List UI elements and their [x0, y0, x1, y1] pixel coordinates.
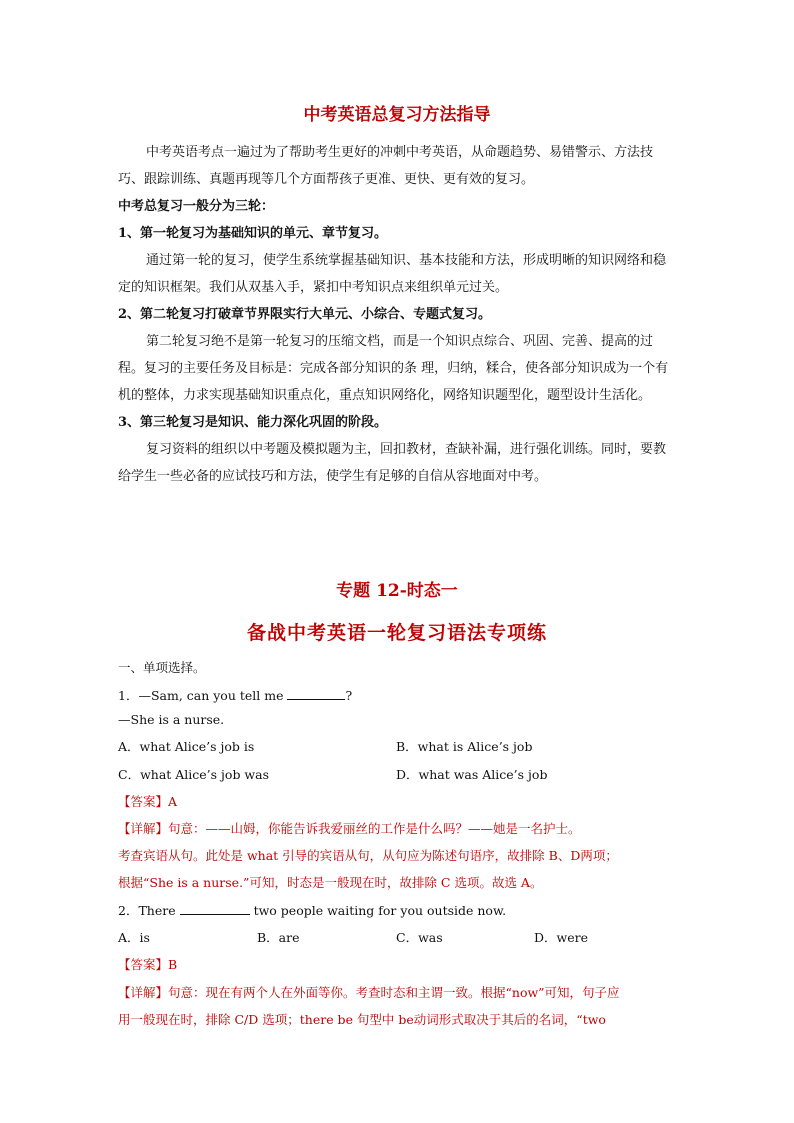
- q2-detail-line1: 【详解】句意：现在有两个人在外面等你。考查时态和主谓一致。根据“now”可知，句子应: [118, 985, 620, 1000]
- q1-response: —She is a nurse.: [118, 712, 225, 727]
- topic-title: 专题 12-时态一: [336, 581, 458, 601]
- q1-option-a: A．what Alice’s job is: [118, 739, 255, 754]
- q1-blank: [287, 687, 345, 700]
- round3-text: 复习资料的组织以中考题及模拟题为主，回扣教材，查缺补漏，进行强化训练。同时，要教给学生一些必备的应试技巧和方法，使学生有足够的自信从容地面对中考。: [118, 442, 667, 484]
- q1-option-b: B．what is Alice’s job: [396, 739, 533, 754]
- guide-title: 中考英语总复习方法指导: [303, 105, 491, 125]
- q1-stem-text: 1．—Sam, can you tell me: [118, 688, 288, 703]
- rounds-heading: 中考总复习一般分为三轮：: [118, 199, 275, 214]
- q2-answer: 【答案】B: [118, 957, 178, 972]
- q2-option-b: B．are: [257, 930, 300, 945]
- q2-option-a: A．is: [118, 930, 150, 945]
- q2-detail-line2: 用一般现在时，排除 C/D 选项；there be 句型中 be动词形式取决于其后的名词，“two: [118, 1012, 606, 1027]
- q1-detail-line2: 考查宾语从句。此处是 what 引导的宾语从句，从句应为陈述句语序，故排除 B、D两项；: [118, 848, 618, 863]
- round2-text: 第二轮复习绝不是第一轮复习的压缩文档，而是一个知识点综合、巩固、完善、提高的过程。复习的主要任务及目标是：完成各部分知识的条 理，归纳，糅合，使各部分知识成为一个有机的整体，力求实现基础知识重点化，重点知识网络化，网络知识题型化，题型设计生活化。: [118, 334, 669, 403]
- round2-heading: 2、第二轮复习打破章节界限实行大单元、小综合、专题式复习。: [118, 307, 492, 322]
- q2-stem-text: 2．There: [118, 903, 180, 918]
- q2-option-c: C．was: [396, 930, 443, 945]
- q1-answer: 【答案】A: [118, 794, 178, 809]
- guide-intro: 中考英语考点一遍过为了帮助考生更好的冲刺中考英语，从命题趋势、易错警示、方法技巧、跟踪训练、真题再现等几个方面帮孩子更准、更快、更有效的复习。: [118, 145, 654, 187]
- q1-stem-end: ?: [345, 688, 353, 703]
- q2-stem: [118, 901, 506, 919]
- q2-stem-end: two people waiting for you outside now.: [249, 903, 507, 918]
- round1-heading: 1、第一轮复习为基础知识的单元、章节复习。: [118, 226, 388, 241]
- q1-detail-line1: 【详解】句意：——山姆，你能告诉我爱丽丝的工作是什么吗？——她是一名护士。: [118, 821, 581, 836]
- q1-option-c: C．what Alice’s job was: [118, 767, 269, 782]
- section-heading: 一、单项选择。: [118, 660, 206, 675]
- q1-option-d: D．what was Alice’s job: [396, 767, 548, 782]
- round3-heading: 3、第三轮复习是知识、能力深化巩固的阶段。: [118, 415, 388, 430]
- q1-detail-line3: 根据“She is a nurse.”可知，时态是一般现在时，故排除 C 选项。故选 A。: [118, 875, 543, 890]
- guide-body: [118, 139, 678, 490]
- q2-blank: [180, 902, 250, 915]
- q1-stem: [118, 686, 352, 704]
- q2-option-d: D．were: [534, 930, 588, 945]
- topic-subtitle: 备战中考英语一轮复习语法专项练: [246, 622, 547, 644]
- round1-text: 通过第一轮的复习，使学生系统掌握基础知识、基本技能和方法，形成明晰的知识网络和稳定的知识框架。我们从双基入手，紧扣中考知识点来组织单元过关。: [118, 253, 667, 295]
